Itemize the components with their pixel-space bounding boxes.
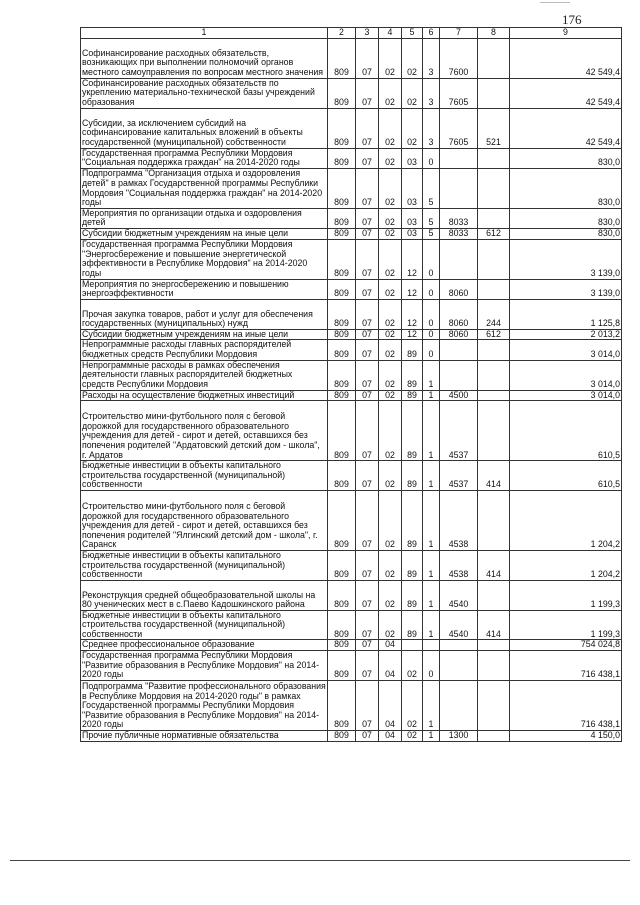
cell-name: Государственная программа Республики Мордовия "Социальная поддержка граждан" на 2014-2020 годы	[81, 148, 328, 168]
table-row	[81, 731, 622, 742]
cell-direction	[440, 168, 478, 208]
cell-subprogram: 0	[423, 651, 440, 681]
table-row	[81, 640, 622, 651]
cell-direction: 4538	[440, 550, 478, 580]
cell-subsection: 02	[379, 108, 402, 148]
cell-subsection: 02	[379, 329, 402, 340]
cell-ministry: 809	[328, 329, 356, 340]
cell-expense-type: 521	[478, 108, 510, 148]
cell-name: Прочие публичные нормативные обязательства	[81, 731, 328, 742]
cell-program: 89	[402, 340, 423, 360]
cell-subprogram: 1	[423, 681, 440, 731]
cell-amount: 830,0	[510, 228, 622, 239]
cell-section: 07	[356, 461, 379, 491]
cell-subprogram: 3	[423, 38, 440, 78]
cell-direction	[440, 681, 478, 731]
cell-subprogram	[423, 640, 440, 651]
cell-ministry: 809	[328, 108, 356, 148]
cell-ministry: 809	[328, 228, 356, 239]
cell-direction: 1300	[440, 731, 478, 742]
cell-direction: 4500	[440, 390, 478, 401]
cell-name: Строительство мини-футбольного поля с беговой дорожкой для государственного образовательного учреждения для детей - сирот и детей, оставшихся без попечения родителей "Ялгинский детский дом - школа", г. Саранск	[81, 490, 328, 550]
cell-program: 02	[402, 681, 423, 731]
cell-direction	[440, 640, 478, 651]
cell-subsection: 04	[379, 731, 402, 742]
cell-direction	[440, 360, 478, 390]
cell-subprogram: 3	[423, 108, 440, 148]
cell-ministry: 809	[328, 550, 356, 580]
cell-expense-type	[478, 279, 510, 299]
cell-section: 07	[356, 610, 379, 640]
cell-subsection: 02	[379, 490, 402, 550]
budget-table	[80, 27, 622, 742]
table-row	[81, 401, 622, 461]
cell-amount: 610,5	[510, 461, 622, 491]
cell-section: 07	[356, 329, 379, 340]
cell-amount: 4 150,0	[510, 731, 622, 742]
table-row	[81, 390, 622, 401]
cell-expense-type	[478, 731, 510, 742]
cell-name: Мероприятия по организации отдыха и оздоровления детей	[81, 208, 328, 228]
cell-section: 07	[356, 239, 379, 279]
cell-program: 12	[402, 329, 423, 340]
cell-direction	[440, 340, 478, 360]
cell-name: Софинансирование расходных обязательств, возникающих при выполнении полномочий органов местного самоуправления по вопросам местного значения	[81, 38, 328, 78]
cell-direction: 8033	[440, 228, 478, 239]
table-row	[81, 329, 622, 340]
table-row	[81, 681, 622, 731]
cell-amount: 610,5	[510, 401, 622, 461]
cell-subprogram: 0	[423, 239, 440, 279]
cell-direction: 4540	[440, 580, 478, 610]
cell-direction: 7605	[440, 78, 478, 108]
cell-program: 89	[402, 390, 423, 401]
cell-name: Реконструкция средней общеобразовательной школы на 80 ученических мест в с.Паево Кадошкинского района	[81, 580, 328, 610]
cell-section: 07	[356, 340, 379, 360]
cell-direction: 8060	[440, 279, 478, 299]
column-header-7: 7	[440, 28, 478, 39]
cell-amount: 3 014,0	[510, 360, 622, 390]
cell-program: 03	[402, 168, 423, 208]
cell-amount: 1 204,2	[510, 550, 622, 580]
cell-subsection: 02	[379, 360, 402, 390]
table-body	[81, 38, 622, 741]
cell-amount: 42 549,4	[510, 38, 622, 78]
cell-name: Прочая закупка товаров, работ и услуг для обеспечения государственных (муниципальных) нужд	[81, 299, 328, 329]
cell-direction: 7605	[440, 108, 478, 148]
cell-subprogram: 0	[423, 340, 440, 360]
table-row	[81, 360, 622, 390]
table-row	[81, 340, 622, 360]
cell-subsection: 02	[379, 228, 402, 239]
cell-ministry: 809	[328, 360, 356, 390]
table-row	[81, 299, 622, 329]
cell-ministry: 809	[328, 78, 356, 108]
cell-name: Софинансирование расходных обязательств по укреплению материально-технической базы учреждений образования	[81, 78, 328, 108]
scan-mark	[540, 2, 570, 3]
cell-section: 07	[356, 279, 379, 299]
cell-direction: 4537	[440, 401, 478, 461]
cell-subprogram: 3	[423, 78, 440, 108]
cell-section: 07	[356, 651, 379, 681]
cell-subsection: 04	[379, 640, 402, 651]
cell-name: Мероприятия по энергосбережению и повышению энергоэффективности	[81, 279, 328, 299]
cell-section: 07	[356, 580, 379, 610]
cell-subsection: 04	[379, 681, 402, 731]
table-row	[81, 38, 622, 78]
cell-expense-type: 414	[478, 461, 510, 491]
cell-subsection: 02	[379, 239, 402, 279]
cell-amount: 1 199,3	[510, 610, 622, 640]
cell-expense-type: 612	[478, 228, 510, 239]
cell-program: 02	[402, 38, 423, 78]
cell-name: Среднее профессиональное образование	[81, 640, 328, 651]
cell-direction: 8060	[440, 329, 478, 340]
cell-name: Государственная программа Республики Мордовия "Энергосбережение и повышение энергетической эффективности в Республике Мордовия" на 2014-2020 годы	[81, 239, 328, 279]
cell-subprogram: 1	[423, 731, 440, 742]
page-number: 176	[562, 12, 582, 27]
header-row	[81, 28, 622, 39]
cell-program: 02	[402, 78, 423, 108]
cell-expense-type	[478, 208, 510, 228]
cell-program: 03	[402, 208, 423, 228]
cell-program: 89	[402, 550, 423, 580]
cell-expense-type	[478, 681, 510, 731]
cell-name: Подпрограмма "Организация отдыха и оздоровления детей" в рамках Государственной программы Республики Мордовия "Социальная поддержка граждан" на 2014-2020 годы	[81, 168, 328, 208]
cell-subprogram: 1	[423, 390, 440, 401]
cell-subprogram: 5	[423, 168, 440, 208]
cell-subsection: 02	[379, 148, 402, 168]
cell-subprogram: 1	[423, 461, 440, 491]
cell-amount: 830,0	[510, 148, 622, 168]
cell-program: 02	[402, 108, 423, 148]
cell-section: 07	[356, 640, 379, 651]
cell-name: Бюджетные инвестиции в объекты капитального строительства государственной (муниципальной) собственности	[81, 461, 328, 491]
cell-subprogram: 5	[423, 208, 440, 228]
cell-section: 07	[356, 731, 379, 742]
cell-section: 07	[356, 401, 379, 461]
cell-subprogram: 0	[423, 299, 440, 329]
cell-amount: 754 024,8	[510, 640, 622, 651]
column-header-8: 8	[478, 28, 510, 39]
cell-program: 03	[402, 148, 423, 168]
table-row	[81, 550, 622, 580]
column-header-5: 5	[402, 28, 423, 39]
cell-subsection: 02	[379, 168, 402, 208]
cell-direction: 8033	[440, 208, 478, 228]
cell-expense-type	[478, 401, 510, 461]
cell-amount: 716 438,1	[510, 651, 622, 681]
cell-name: Подпрограмма "Развитие профессионального образования в Республике Мордовия на 2014-2020 годы" в рамках Государственной программы Республики Мордовия "Развитие образования в Республике Мордовия" на 2014-2020 годы	[82, 681, 326, 730]
cell-subprogram: 0	[423, 148, 440, 168]
cell-subprogram: 0	[423, 329, 440, 340]
cell-expense-type	[478, 490, 510, 550]
cell-program: 89	[402, 580, 423, 610]
cell-amount: 1 125,8	[510, 299, 622, 329]
cell-direction: 4540	[440, 610, 478, 640]
table-row	[81, 239, 622, 279]
cell-name: Непрограммные расходы в рамках обеспечения деятельности главных распорядителей бюджетных средств Республики Мордовия	[81, 360, 328, 390]
cell-section: 07	[356, 38, 379, 78]
cell-subsection: 02	[379, 299, 402, 329]
cell-ministry: 809	[328, 401, 356, 461]
cell-subprogram: 1	[423, 580, 440, 610]
cell-subprogram: 1	[423, 490, 440, 550]
cell-ministry: 809	[328, 279, 356, 299]
cell-program: 12	[402, 299, 423, 329]
cell-section: 07	[356, 108, 379, 148]
cell-subsection: 02	[379, 610, 402, 640]
cell-ministry: 809	[328, 580, 356, 610]
cell-section: 07	[356, 490, 379, 550]
cell-direction: 4537	[440, 461, 478, 491]
column-header-4: 4	[379, 28, 402, 39]
cell-expense-type	[478, 38, 510, 78]
table-row	[81, 108, 622, 148]
cell-expense-type: 612	[478, 329, 510, 340]
cell-subsection: 02	[379, 401, 402, 461]
cell-section: 07	[356, 208, 379, 228]
cell-name: Государственная программа Республики Мордовия "Развитие образования в Республике Мордовия" на 2014-2020 годы	[81, 651, 328, 681]
cell-amount: 3 139,0	[510, 279, 622, 299]
cell-subsection: 02	[379, 279, 402, 299]
cell-subprogram: 1	[423, 550, 440, 580]
cell-expense-type	[478, 340, 510, 360]
cell-subprogram: 1	[423, 610, 440, 640]
cell-ministry: 809	[328, 651, 356, 681]
cell-expense-type	[478, 168, 510, 208]
cell-expense-type	[478, 390, 510, 401]
cell-ministry: 809	[328, 681, 356, 731]
cell-ministry: 809	[328, 148, 356, 168]
cell-amount: 3 139,0	[510, 239, 622, 279]
cell-direction	[440, 651, 478, 681]
cell-subsection: 02	[379, 78, 402, 108]
column-header-1: 1	[81, 28, 328, 39]
cell-program: 89	[402, 401, 423, 461]
table-row	[81, 651, 622, 681]
cell-direction: 7600	[440, 38, 478, 78]
column-header-6: 6	[423, 28, 440, 39]
cell-ministry: 809	[328, 340, 356, 360]
cell-direction	[440, 239, 478, 279]
cell-program: 89	[402, 461, 423, 491]
cell-ministry: 809	[328, 208, 356, 228]
cell-section: 07	[356, 360, 379, 390]
cell-name: Бюджетные инвестиции в объекты капитального строительства государственной (муниципальной) собственности	[81, 550, 328, 580]
cell-program: 89	[402, 490, 423, 550]
cell-amount: 1 199,3	[510, 580, 622, 610]
cell-expense-type	[478, 239, 510, 279]
cell-subsection: 02	[379, 340, 402, 360]
cell-program: 12	[402, 239, 423, 279]
cell-program: 02	[402, 731, 423, 742]
cell-section: 07	[356, 681, 379, 731]
cell-ministry: 809	[328, 239, 356, 279]
cell-subsection: 02	[379, 208, 402, 228]
cell-subprogram: 5	[423, 228, 440, 239]
cell-direction: 8060	[440, 299, 478, 329]
cell-subsection: 02	[379, 390, 402, 401]
cell-expense-type	[478, 651, 510, 681]
cell-expense-type: 244	[478, 299, 510, 329]
cell-ministry: 809	[328, 461, 356, 491]
cell-name: Непрограммные расходы главных распорядителей бюджетных средств Республики Мордовия	[81, 340, 328, 360]
column-header-3: 3	[356, 28, 379, 39]
cell-name: Расходы на осуществление бюджетных инвестиций	[81, 390, 328, 401]
cell-amount: 2 013,2	[510, 329, 622, 340]
cell-section: 07	[356, 148, 379, 168]
cell-amount: 3 014,0	[510, 340, 622, 360]
cell-program: 02	[402, 651, 423, 681]
cell-name: Бюджетные инвестиции в объекты капитального строительства государственной (муниципальной) собственности	[81, 610, 328, 640]
cell-ministry: 809	[328, 390, 356, 401]
cell-program: 12	[402, 279, 423, 299]
cell-subsection: 04	[379, 651, 402, 681]
cell-section: 07	[356, 550, 379, 580]
cell-direction	[440, 148, 478, 168]
table-row	[81, 580, 622, 610]
table-row	[81, 490, 622, 550]
cell-expense-type	[478, 580, 510, 610]
cell-section: 07	[356, 299, 379, 329]
cell-ministry: 809	[328, 299, 356, 329]
cell-ministry: 809	[328, 610, 356, 640]
cell-ministry: 809	[328, 38, 356, 78]
cell-program	[402, 640, 423, 651]
cell-ministry: 809	[328, 490, 356, 550]
cell-program: 89	[402, 360, 423, 390]
table-row	[81, 610, 622, 640]
cell-amount: 3 014,0	[510, 390, 622, 401]
cell-expense-type	[478, 360, 510, 390]
cell-subsection: 02	[379, 580, 402, 610]
cell-expense-type	[478, 640, 510, 651]
table-row	[81, 228, 622, 239]
table-row	[81, 78, 622, 108]
cell-name: Субсидии бюджетным учреждениям на иные цели	[81, 228, 328, 239]
cell-amount: 716 438,1	[510, 681, 622, 731]
column-header-9: 9	[510, 28, 622, 39]
cell-section: 07	[356, 390, 379, 401]
cell-ministry: 809	[328, 731, 356, 742]
table-row	[81, 168, 622, 208]
cell-amount: 830,0	[510, 208, 622, 228]
cell-program: 03	[402, 228, 423, 239]
table-row	[81, 148, 622, 168]
cell-subprogram: 0	[423, 279, 440, 299]
cell-expense-type: 414	[478, 610, 510, 640]
cell-amount: 830,0	[510, 168, 622, 208]
cell-direction: 4538	[440, 490, 478, 550]
column-header-2: 2	[328, 28, 356, 39]
cell-section: 07	[356, 228, 379, 239]
cell-section: 07	[356, 168, 379, 208]
cell-subprogram: 1	[423, 360, 440, 390]
cell-expense-type	[478, 148, 510, 168]
bottom-rule	[10, 860, 630, 861]
cell-name: Субсидии бюджетным учреждениям на иные цели	[81, 329, 328, 340]
cell-subsection: 02	[379, 461, 402, 491]
cell-subprogram: 1	[423, 401, 440, 461]
cell-amount: 42 549,4	[510, 78, 622, 108]
cell-name: Строительство мини-футбольного поля с беговой дорожкой для государственного образовательного учреждения для детей - сирот и детей, оставшихся без попечения родителей "Ардатовский детский дом - школа", г. Ардатов	[81, 401, 328, 461]
cell-expense-type: 414	[478, 550, 510, 580]
table-row	[81, 208, 622, 228]
cell-expense-type	[478, 78, 510, 108]
table-row	[81, 461, 622, 491]
cell-section: 07	[356, 78, 379, 108]
cell-subsection: 02	[379, 550, 402, 580]
cell-subsection: 02	[379, 38, 402, 78]
table-row	[81, 279, 622, 299]
cell-amount: 42 549,4	[510, 108, 622, 148]
cell-ministry: 809	[328, 168, 356, 208]
cell-amount: 1 204,2	[510, 490, 622, 550]
cell-ministry: 809	[328, 640, 356, 651]
cell-program: 89	[402, 610, 423, 640]
cell-name: Субсидии, за исключением субсидий на софинансирование капитальных вложений в объекты государственной (муниципальной) собственности	[81, 108, 328, 148]
